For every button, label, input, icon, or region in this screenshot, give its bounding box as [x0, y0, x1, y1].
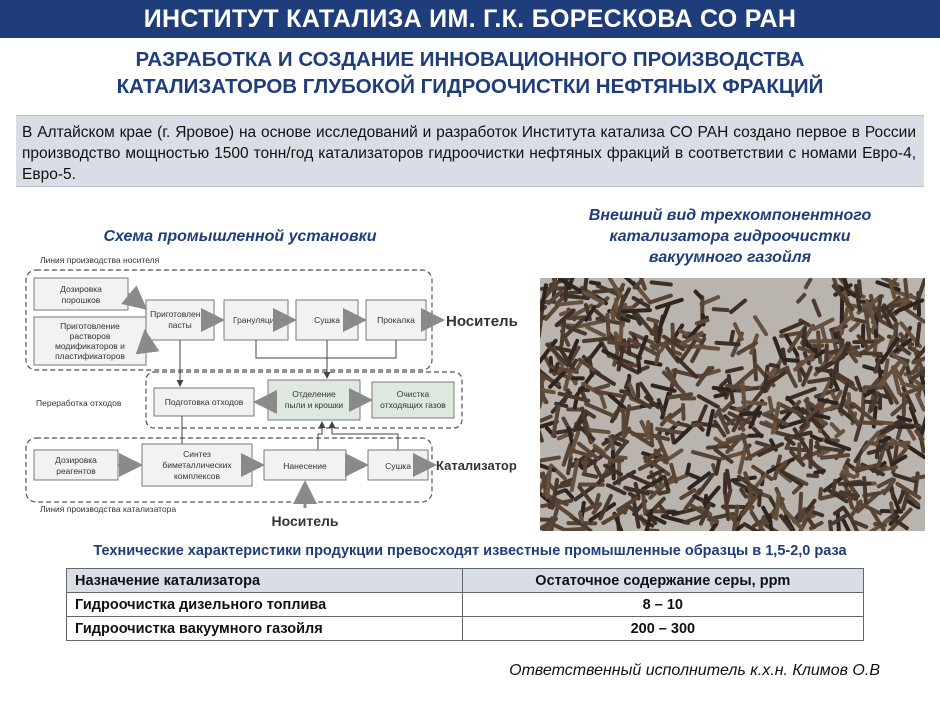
extrudate-pellet	[562, 527, 586, 531]
box-dust-separation-text-2: пыли и крошки	[284, 400, 344, 410]
box-prep-paste-text-1: Приготовление	[150, 309, 210, 319]
extrudate-pellet	[540, 309, 544, 339]
extrudate-pellet	[725, 366, 745, 374]
extrudate-pellet	[752, 314, 769, 337]
link-calcination-to-dust	[327, 340, 396, 358]
extrudate-pellet	[697, 404, 709, 424]
institute-title: ИНСТИТУТ КАТАЛИЗА ИМ. Г.К. БОРЕСКОВА СО РАН	[143, 4, 797, 33]
box-synthesis-text-1: Синтез	[183, 449, 211, 459]
photo-caption-line-3: вакуумного газойля	[648, 249, 812, 266]
extrudate-pellet	[723, 472, 728, 495]
tech-note: Технические характеристики продукции превосходят известные промышленные образцы в 1,5-2,0 раза	[93, 543, 847, 559]
extrudate-pellet	[693, 289, 704, 301]
extrudate-pellet	[691, 423, 704, 427]
extrudate-pellet	[605, 313, 611, 340]
extrudate-pellet	[820, 324, 828, 341]
box-drying-2-text: Сушка	[385, 461, 411, 471]
box-calcination-text: Прокалка	[377, 315, 415, 325]
extrudate-pellet	[862, 476, 868, 504]
box-dosing-reagents-text-1: Дозировка	[55, 455, 97, 465]
extrudate-pellet	[747, 434, 763, 438]
extrudate-pellet	[811, 344, 824, 348]
extrudate-pellet	[915, 322, 922, 348]
box-prep-paste-text-2: пасты	[168, 320, 192, 330]
box-granulation-text: Грануляция	[232, 315, 280, 325]
table-header-sulfur: Остаточное содержание серы, ppm	[462, 569, 863, 593]
spec-table	[66, 568, 864, 641]
extrudate-pellet	[540, 455, 561, 463]
catalyst-extrudates-image	[540, 278, 925, 531]
table-header-row	[67, 569, 864, 593]
extrudate-pellet	[649, 280, 673, 287]
page-title-line-2: КАТАЛИЗАТОРОВ ГЛУБОКОЙ ГИДРООЧИСТКИ НЕФТЯНЫХ ФРАКЦИЙ	[116, 75, 824, 98]
arrow-dosing-to-paste	[128, 294, 145, 308]
box-waste-prep-text: Подготовка отходов	[164, 397, 244, 407]
box-gas-cleaning-text-1: Очистка	[396, 389, 430, 399]
photo-caption-line-2: катализатора гидроочистки	[609, 228, 851, 245]
author-credit: Ответственный исполнитель к.х.н. Климов О.В	[509, 662, 880, 679]
extrudate-pellet	[859, 351, 883, 356]
extrudate-pellet	[622, 408, 626, 439]
page-title-line-1: РАЗРАБОТКА И СОЗДАНИЕ ИННОВАЦИОННОГО ПРОИЗВОДСТВА	[135, 48, 805, 71]
intro-paragraph: В Алтайском крае (г. Яровое) на основе исследований и разработок Института катализа СО РАН создано первое в России производство мощностью 1500 тонн/год катализаторов гидроочистки нефтяных фракций в соответствии с номами Евро-4, Евро-5.	[16, 115, 924, 187]
table-header-purpose: Назначение катализатора	[67, 569, 463, 593]
box-prep-solutions-text-3: модификаторов и	[55, 341, 125, 351]
scheme-caption: Схема промышленной установки	[103, 228, 377, 245]
extrudate-pellet	[811, 298, 822, 318]
extrudate-pellet	[808, 439, 813, 469]
waste-line-label: Переработка отходов	[36, 398, 122, 408]
link-catalyst-to-dust	[318, 422, 322, 450]
table-row	[67, 593, 864, 617]
box-synthesis-text-2: биметаллических	[162, 460, 232, 470]
catalyst-output-label: Катализатор	[436, 458, 517, 473]
extrudate-pellet	[902, 395, 906, 417]
extrudate-pellet	[681, 403, 686, 421]
extrudate-pellet	[646, 316, 660, 323]
extrudate-pellet	[540, 517, 551, 522]
carrier-input-label: Носитель	[271, 513, 339, 529]
link-drying2-to-dust	[332, 422, 398, 450]
box-drying-1-text: Сушка	[314, 315, 340, 325]
extrudate-pellet	[795, 292, 807, 304]
photo-caption-line-1: Внешний вид трехкомпонентного	[588, 207, 872, 224]
box-prep-solutions-text-2: растворов	[69, 331, 111, 341]
extrudate-pellet	[779, 469, 804, 488]
box-dosing-powders-text-1: Дозировка	[60, 284, 102, 294]
carrier-line-label: Линия производства носителя	[40, 255, 160, 265]
extrudate-pellet	[549, 356, 554, 373]
extrudate-pellet	[584, 342, 603, 365]
catalyst-line-label: Линия производства катализатора	[40, 504, 177, 514]
box-prep-solutions-text-4: пластификаторов	[55, 351, 125, 361]
extrudate-pellet	[571, 376, 585, 380]
table-cell-sulfur: 200 – 300	[462, 617, 863, 641]
extrudate-pellet	[862, 364, 886, 375]
extrudate-pellet	[593, 370, 616, 387]
extrudate-pellet	[728, 298, 748, 315]
catalyst-photo	[540, 278, 925, 531]
table-row	[67, 617, 864, 641]
header-banner	[0, 0, 940, 38]
extrudate-pellet	[540, 429, 544, 443]
photo-caption	[535, 205, 925, 268]
carrier-output-label: Носитель	[446, 313, 518, 330]
process-flow-diagram	[22, 250, 530, 532]
arrow-solutions-to-paste	[145, 332, 146, 340]
table-cell-purpose: Гидроочистка дизельного топлива	[67, 593, 463, 617]
extrudate-pellet	[763, 522, 785, 531]
box-gas-cleaning-text-2: отходящих газов	[380, 400, 446, 410]
table-cell-purpose: Гидроочистка вакуумного газойля	[67, 617, 463, 641]
extrudate-pellet	[589, 280, 602, 286]
extrudate-pellet	[767, 396, 774, 411]
box-deposition-text: Нанесение	[283, 461, 327, 471]
box-dosing-powders	[34, 278, 128, 310]
table-cell-sulfur: 8 – 10	[462, 593, 863, 617]
extrudate-pellet	[712, 307, 730, 312]
box-prep-solutions-text-1: Приготовление	[60, 321, 120, 331]
extrudate-pellet	[584, 401, 615, 418]
box-dust-separation-text-1: Отделение	[292, 389, 336, 399]
extrudate-pellet	[614, 298, 619, 313]
page-title	[20, 46, 920, 100]
extrudate-pellet	[584, 324, 606, 338]
box-dosing-reagents-text-2: реагентов	[56, 466, 96, 476]
extrudate-pellet	[803, 278, 813, 290]
box-dosing-powders-text-2: порошков	[61, 295, 101, 305]
extrudate-pellet	[848, 321, 861, 333]
box-synthesis-text-3: комплексов	[173, 471, 221, 481]
extrudate-pellet	[680, 396, 696, 400]
extrudate-pellet	[797, 442, 801, 459]
